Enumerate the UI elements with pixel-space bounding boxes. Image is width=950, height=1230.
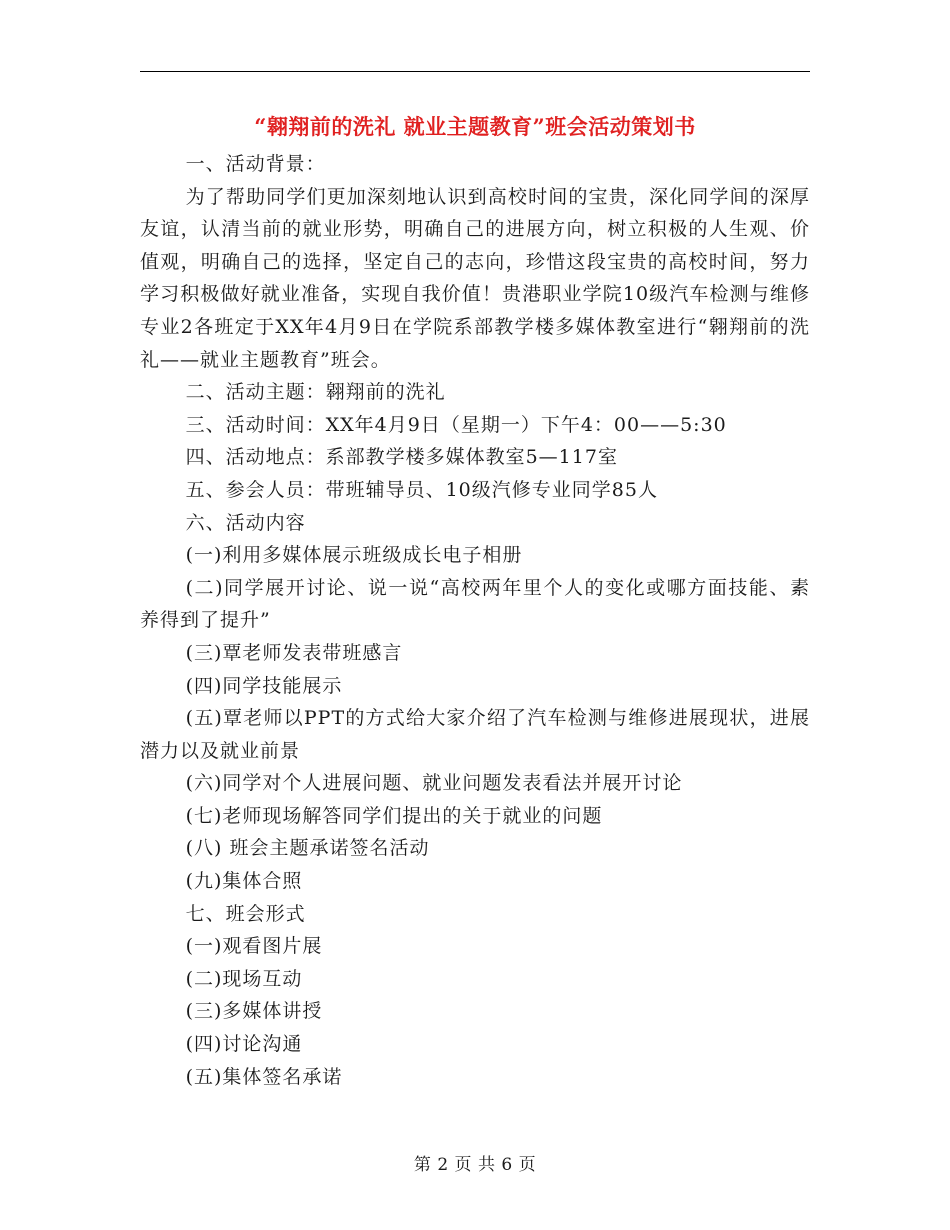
list-item: (七)老师现场解答同学们提出的关于就业的问题 bbox=[185, 804, 603, 827]
heading-time: 三、活动时间：XX年4月9日（星期一）下午4：00——5:30 bbox=[185, 413, 727, 436]
list-item: (九)集体合照 bbox=[185, 870, 303, 893]
page-number: 第 2 页 共 6 页 bbox=[413, 1155, 537, 1175]
list-item: (五)覃老师以PPT的方式给大家介绍了汽车检测与维修进展现状，进展潜力以及就业前景 bbox=[140, 707, 810, 762]
heading-content: 六、活动内容 bbox=[185, 511, 306, 534]
list-item: (三)覃老师发表带班感言 bbox=[185, 641, 403, 664]
list-item: (二)同学展开讨论、说一说“高校两年里个人的变化或哪方面技能、素养得到了提升” bbox=[140, 576, 810, 632]
list-item: (一)观看图片展 bbox=[185, 935, 323, 958]
paragraph-background: 为了帮助同学们更加深刻地认识到高校时间的宝贵，深化同学间的深厚友谊，认清当前的就业形势，明确自己的进展方向，树立积极的人生观、价值观，明确自己的选择，坚定自己的志向，珍惜这段宝贵的高校时间，努力学习积极做好就业准备，实现自我价值！贵港职业学院10级汽车检测与维修专业2各班定于XX年4月9日在学院系部教学楼多媒体教室进行“翱翔前的洗礼——就业主题教育”班会。 bbox=[140, 185, 810, 371]
list-item: (六)同学对个人进展问题、就业问题发表看法并展开讨论 bbox=[185, 772, 683, 795]
list-item: (八) 班会主题承诺签名活动 bbox=[185, 837, 430, 860]
heading-background: 一、活动背景： bbox=[185, 153, 326, 175]
list-item: (四)讨论沟通 bbox=[185, 1033, 303, 1056]
list-item: (二)现场互动 bbox=[185, 967, 303, 990]
list-item: (五)集体签名承诺 bbox=[185, 1065, 343, 1088]
header-rule bbox=[140, 71, 810, 72]
list-item: (四)同学技能展示 bbox=[185, 674, 343, 697]
heading-format: 七、班会形式 bbox=[185, 902, 306, 925]
heading-participants: 五、参会人员：带班辅导员、10级汽修专业同学85人 bbox=[185, 478, 658, 501]
heading-location: 四、活动地点：系部教学楼多媒体教室5—117室 bbox=[185, 446, 618, 469]
document-title: “翱翔前的洗礼 就业主题教育”班会活动策划书 bbox=[254, 114, 696, 139]
document-body bbox=[140, 148, 810, 1093]
list-item: (一)利用多媒体展示班级成长电子相册 bbox=[185, 544, 523, 567]
list-item: (三)多媒体讲授 bbox=[185, 1000, 323, 1023]
heading-theme: 二、活动主题：翱翔前的洗礼 bbox=[185, 381, 446, 404]
